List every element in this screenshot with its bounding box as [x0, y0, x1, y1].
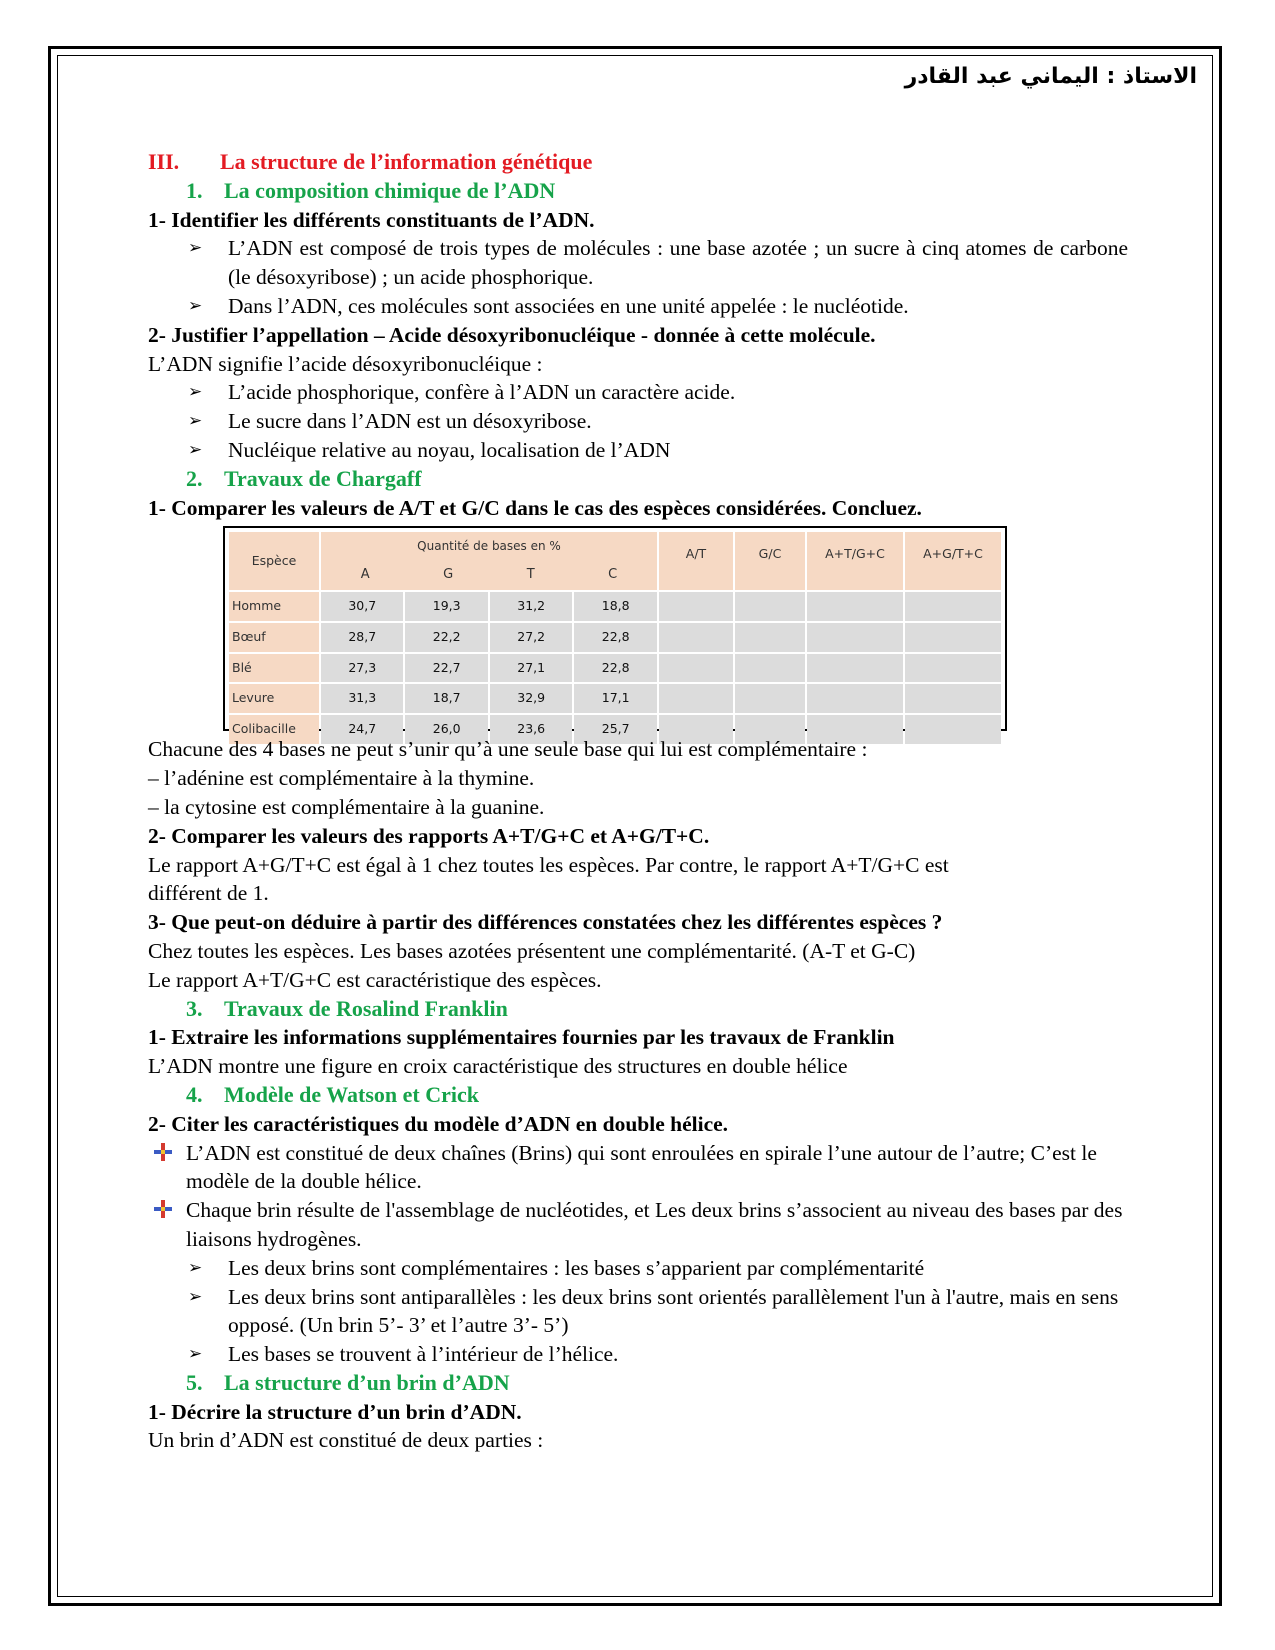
table-header-cell: Espèce — [229, 532, 319, 590]
value-cell: 25,7 — [574, 715, 657, 744]
table-row — [229, 592, 1001, 621]
bullet-item — [148, 1254, 1128, 1283]
arrow-bullet-icon: ➢ — [188, 1257, 203, 1277]
arrow-bullet-icon: ➢ — [188, 295, 203, 315]
empty-ratio-cell — [905, 684, 1001, 713]
empty-ratio-cell — [659, 684, 733, 713]
bullet-item — [148, 234, 1128, 292]
value-cell: 23,6 — [490, 715, 572, 744]
species-cell: Levure — [229, 684, 319, 713]
paragraph: Chez toutes les espèces. Les bases azotées présentent une complémentarité. (A-T et G-C) — [148, 938, 916, 963]
table-header-cell: A+G/T+C — [905, 532, 1001, 590]
question: 1- Comparer les valeurs de A/T et G/C dans le cas des espèces considérées. Concluez. — [148, 495, 922, 520]
subsection-title: Travaux de Rosalind Franklin — [224, 995, 508, 1021]
value-cell: 27,2 — [490, 623, 572, 652]
value-cell: 22,8 — [574, 623, 657, 652]
chargaff-table — [223, 526, 1007, 737]
bullet-text: Nucléique relative au noyau, localisation de l’ADN — [228, 437, 671, 462]
table-header-cell: C — [608, 567, 618, 583]
question: 2- Citer les caractéristiques du modèle d’ADN en double hélice. — [148, 1111, 729, 1136]
empty-ratio-cell — [905, 623, 1001, 652]
subsection-title: Modèle de Watson et Crick — [224, 1081, 480, 1107]
bullet-text: Les deux brins sont complémentaires : les bases s’apparient par complémentarité — [228, 1255, 925, 1280]
paragraph: L’ADN montre une figure en croix caractéristique des structures en double hélice — [148, 1054, 848, 1079]
value-cell: 22,8 — [574, 654, 657, 683]
paragraph: – l’adénine est complémentaire à la thymine. — [148, 766, 535, 791]
question: 2- Justifier l’appellation – Acide désoxyribonucléique - donnée à cette molécule. — [148, 322, 876, 347]
plus-bullet-icon — [154, 1200, 172, 1218]
section-title: La structure de l’information génétique — [220, 149, 593, 174]
paragraph: Un brin d’ADN est constitué de deux parties : — [148, 1428, 544, 1453]
arrow-bullet-icon: ➢ — [188, 382, 203, 402]
plus-item — [148, 1196, 1128, 1254]
value-cell: 18,8 — [574, 592, 657, 621]
bullet-text: Dans l’ADN, ces molécules sont associées en une unité appelée : le nucléotide. — [228, 293, 909, 318]
question: 2- Comparer les valeurs des rapports A+T/G+C et A+G/T+C. — [148, 823, 710, 848]
question: 1- Décrire la structure d’un brin d’ADN. — [148, 1399, 522, 1424]
empty-ratio-cell — [807, 623, 903, 652]
subsection-number: 2. — [186, 465, 203, 491]
document-body — [148, 148, 1128, 1455]
value-cell: 18,7 — [405, 684, 487, 713]
bullet-text: L’acide phosphorique, confère à l’ADN un caractère acide. — [228, 380, 736, 405]
plus-bullet-icon — [154, 1143, 172, 1161]
value-cell: 32,9 — [490, 684, 572, 713]
species-cell: Colibacille — [229, 715, 319, 744]
subsection-heading — [148, 1081, 1128, 1110]
section-number: III. — [148, 149, 180, 174]
bullet-text: Les deux brins sont antiparallèles : les deux brins sont orientés parallèlement l'un à l'autre, mais en sens opposé. (Un brin 5’- 3’ et l’autre 3’- 5’) — [228, 1284, 1119, 1338]
table-row — [229, 684, 1001, 713]
empty-ratio-cell — [807, 684, 903, 713]
table-header-cell: T — [526, 567, 535, 583]
plus-item — [148, 1139, 1128, 1197]
subsection-heading — [148, 1369, 1128, 1398]
plus-item-text: Chaque brin résulte de l'assemblage de nucléotides, et Les deux brins s’associent au niveau des bases par des liaisons hydrogènes. — [186, 1198, 1123, 1251]
question: 3- Que peut-on déduire à partir des différences constatées chez les différentes espèces ? — [148, 910, 943, 935]
paragraph: L’ADN signifie l’acide désoxyribonucléique : — [148, 351, 543, 376]
paragraph: Le rapport A+T/G+C est caractéristique des espèces. — [148, 967, 602, 992]
table-group-title: Quantité de bases en % — [417, 539, 561, 554]
empty-ratio-cell — [659, 654, 733, 683]
empty-ratio-cell — [659, 623, 733, 652]
empty-ratio-cell — [807, 592, 903, 621]
bullet-item — [148, 1340, 1128, 1369]
value-cell: 24,7 — [321, 715, 403, 744]
table-header-cell: A — [360, 567, 370, 583]
empty-ratio-cell — [735, 654, 805, 683]
value-cell: 27,1 — [490, 654, 572, 683]
subsection-title: La structure d’un brin d’ADN — [224, 1369, 510, 1395]
bullet-item — [148, 407, 1128, 436]
table-row — [229, 654, 1001, 683]
value-cell: 30,7 — [321, 592, 403, 621]
paragraph: – la cytosine est complémentaire à la guanine. — [148, 794, 545, 819]
bullet-item — [148, 436, 1128, 465]
subsection-number: 1. — [186, 177, 203, 203]
empty-ratio-cell — [905, 592, 1001, 621]
empty-ratio-cell — [735, 592, 805, 621]
table-header-cell: G — [443, 567, 454, 583]
arrow-bullet-icon: ➢ — [188, 439, 203, 459]
arrow-bullet-icon: ➢ — [188, 1344, 203, 1364]
section-heading — [148, 148, 1128, 177]
teacher-name: الاستاذ : اليماني عبد القادر — [904, 64, 1197, 89]
species-cell: Blé — [229, 654, 319, 683]
species-cell: Homme — [229, 592, 319, 621]
subsection-heading — [148, 177, 1128, 206]
subsection-number: 5. — [186, 1369, 203, 1395]
plus-item-text: L’ADN est constitué de deux chaînes (Brins) qui sont enroulées en spirale l’une autour de l’autre; C’est le modèle de la double hélice. — [186, 1140, 1097, 1194]
table-header-cell: G/C — [735, 532, 805, 590]
paragraph: Le rapport A+G/T+C est égal à 1 chez toutes les espèces. Par contre, le rapport A+T/G+C est — [148, 852, 949, 877]
value-cell: 22,7 — [405, 654, 487, 683]
table-header-cell: A/T — [659, 532, 733, 590]
question: 1- Identifier les différents constituants de l’ADN. — [148, 207, 595, 232]
bullet-text: Le sucre dans l’ADN est un désoxyribose. — [228, 409, 592, 434]
subsection-title: La composition chimique de l’ADN — [224, 177, 556, 203]
subsection-heading — [148, 465, 1128, 494]
arrow-bullet-icon: ➢ — [188, 238, 203, 258]
bullet-item — [148, 292, 1128, 321]
arrow-bullet-icon: ➢ — [188, 1286, 203, 1306]
table-header-cell: A+T/G+C — [807, 532, 903, 590]
arrow-bullet-icon: ➢ — [188, 411, 203, 431]
empty-ratio-cell — [905, 654, 1001, 683]
empty-ratio-cell — [659, 592, 733, 621]
paragraph: Chacune des 4 bases ne peut s’unir qu’à une seule base qui lui est complémentaire : — [148, 737, 868, 762]
value-cell: 27,3 — [321, 654, 403, 683]
bullet-text: L’ADN est composé de trois types de molécules : une base azotée ; un sucre à cinq atomes de carbone (le désoxyribose) ; un acide phosphorique. — [228, 236, 1128, 290]
value-cell: 26,0 — [405, 715, 487, 744]
empty-ratio-cell — [735, 623, 805, 652]
species-cell: Bœuf — [229, 623, 319, 652]
value-cell: 22,2 — [405, 623, 487, 652]
value-cell: 31,2 — [490, 592, 572, 621]
subsection-number: 4. — [186, 1081, 203, 1107]
value-cell: 17,1 — [574, 684, 657, 713]
bullet-item — [148, 1283, 1128, 1341]
subsection-number: 3. — [186, 995, 203, 1021]
table-header-group — [321, 532, 657, 590]
value-cell: 19,3 — [405, 592, 487, 621]
table-row — [229, 623, 1001, 652]
value-cell: 31,3 — [321, 684, 403, 713]
bullet-text: Les bases se trouvent à l’intérieur de l’hélice. — [228, 1342, 619, 1367]
subsection-title: Travaux de Chargaff — [224, 465, 422, 491]
paragraph: différent de 1. — [148, 881, 269, 906]
empty-ratio-cell — [735, 684, 805, 713]
question: 1- Extraire les informations supplémentaires fournies par les travaux de Franklin — [148, 1025, 895, 1050]
empty-ratio-cell — [807, 654, 903, 683]
subsection-heading — [148, 995, 1128, 1024]
bullet-item — [148, 378, 1128, 407]
value-cell: 28,7 — [321, 623, 403, 652]
